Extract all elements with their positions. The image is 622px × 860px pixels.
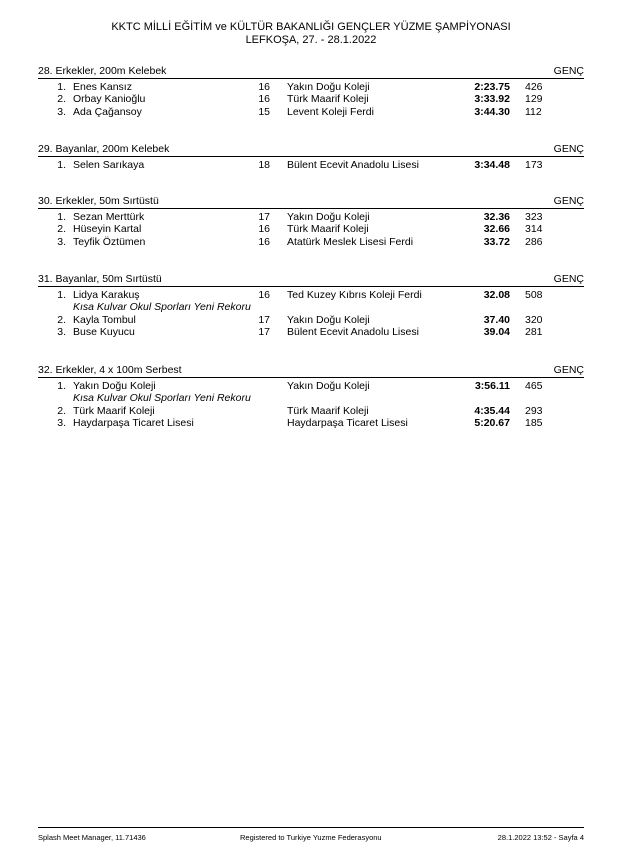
club-name: Yakın Doğu Koleji — [287, 313, 370, 326]
footer-registration: Registered to Turkiye Yuzme Federasyonu — [240, 833, 382, 842]
result-points: 173 — [525, 159, 543, 171]
event-title: 28. Erkekler, 200m Kelebek — [38, 65, 167, 77]
result-time: 32.66 — [483, 223, 510, 236]
club-name: Bülent Ecevit Anadolu Lisesi — [287, 159, 419, 171]
result-points: 286 — [525, 235, 543, 248]
result-time: 37.40 — [483, 313, 510, 326]
record-note: Kısa Kulvar Okul Sporları Yeni Rekoru — [73, 301, 251, 314]
swimmer-age: 15 — [258, 105, 270, 118]
event-header — [38, 195, 584, 209]
club-name: Atatürk Meslek Lisesi Ferdi — [287, 235, 414, 248]
result-time: 2:23.75 — [474, 81, 510, 93]
swimmer-age: 16 — [258, 223, 270, 236]
result-points: 185 — [525, 416, 543, 429]
event-title: 30. Erkekler, 50m Sırtüstü — [38, 195, 159, 207]
team-name: Türk Maarif Koleji — [73, 404, 155, 417]
event-header — [38, 364, 584, 378]
swimmer-age: 17 — [258, 325, 270, 338]
result-rank: 3. — [57, 325, 66, 338]
result-time: 3:33.92 — [474, 93, 510, 106]
result-points: 508 — [525, 289, 543, 301]
footer-date-page: 28.1.2022 13:52 - Sayfa 4 — [497, 833, 584, 842]
swimmer-name: Kayla Tombul — [73, 313, 136, 326]
result-row — [38, 223, 584, 235]
result-time: 39.04 — [483, 325, 510, 338]
result-row — [38, 380, 584, 392]
swimmer-name: Teyfik Öztümen — [73, 235, 146, 248]
result-row — [38, 211, 584, 223]
result-time: 32.36 — [483, 211, 510, 223]
event-category: GENÇ — [553, 364, 584, 376]
swimmer-age: 16 — [258, 289, 270, 301]
result-row — [38, 405, 584, 417]
event-28 — [38, 65, 584, 118]
club-name: Bülent Ecevit Anadolu Lisesi — [287, 325, 419, 338]
result-points: 314 — [525, 223, 543, 236]
result-rank: 1. — [57, 211, 66, 223]
result-row — [38, 93, 584, 105]
swimmer-name: Selen Sarıkaya — [73, 159, 145, 171]
club-name: Levent Koleji Ferdi — [287, 105, 374, 118]
result-points: 426 — [525, 81, 543, 93]
club-name: Haydarpaşa Ticaret Lisesi — [287, 416, 408, 429]
result-row — [38, 236, 584, 248]
club-name: Ted Kuzey Kıbrıs Koleji Ferdi — [287, 289, 422, 301]
result-time: 3:44.30 — [474, 105, 510, 118]
result-time: 4:35.44 — [474, 404, 510, 417]
event-category: GENÇ — [553, 273, 584, 285]
result-row — [38, 326, 584, 338]
result-rank: 2. — [57, 223, 66, 236]
event-category: GENÇ — [553, 65, 584, 77]
result-time: 32.08 — [483, 289, 510, 301]
footer-software: Splash Meet Manager, 11.71436 — [38, 833, 146, 842]
event-title: 31. Bayanlar, 50m Sırtüstü — [38, 273, 162, 285]
championship-location-date: LEFKOŞA, 27. - 28.1.2022 — [245, 33, 377, 46]
result-rank: 1. — [57, 289, 66, 301]
event-category: GENÇ — [553, 195, 584, 207]
result-points: 323 — [525, 211, 543, 223]
championship-title: KKTC MİLLİ EĞİTİM ve KÜLTÜR BAKANLIĞI GENÇLER YÜZME ŞAMPİYONASI — [111, 21, 511, 33]
result-points: 129 — [525, 93, 543, 106]
result-time: 3:56.11 — [474, 380, 510, 392]
result-rank: 3. — [57, 416, 66, 429]
result-rank: 2. — [57, 313, 66, 326]
club-name: Türk Maarif Koleji — [287, 404, 369, 417]
team-name: Haydarpaşa Ticaret Lisesi — [73, 416, 194, 429]
swimmer-age: 16 — [258, 81, 270, 93]
result-rank: 3. — [57, 105, 66, 118]
result-time: 3:34.48 — [474, 159, 510, 171]
result-row — [38, 81, 584, 93]
page-footer — [38, 827, 584, 842]
event-header — [38, 143, 584, 157]
swimmer-name: Sezan Merttürk — [73, 211, 145, 223]
event-29 — [38, 143, 584, 171]
swimmer-name: Orbay Kanioğlu — [73, 93, 146, 106]
result-rank: 2. — [57, 93, 66, 106]
swimmer-age: 17 — [258, 211, 270, 223]
event-title: 29. Bayanlar, 200m Kelebek — [38, 143, 170, 155]
swimmer-name: Enes Kansız — [73, 81, 132, 93]
record-note: Kısa Kulvar Okul Sporları Yeni Rekoru — [73, 392, 251, 405]
result-time: 5:20.67 — [474, 416, 510, 429]
result-points: 281 — [525, 325, 543, 338]
swimmer-age: 18 — [258, 159, 270, 171]
result-rank: 1. — [57, 380, 66, 392]
event-title: 32. Erkekler, 4 x 100m Serbest — [38, 364, 182, 376]
result-points: 112 — [525, 105, 542, 118]
swimmer-age: 16 — [258, 235, 270, 248]
swimmer-age: 16 — [258, 93, 270, 106]
event-30 — [38, 195, 584, 248]
club-name: Yakın Doğu Koleji — [287, 380, 370, 392]
club-name: Türk Maarif Koleji — [287, 93, 369, 106]
club-name: Yakın Doğu Koleji — [287, 211, 370, 223]
result-points: 465 — [525, 380, 543, 392]
event-header — [38, 65, 584, 79]
document-header — [0, 21, 622, 46]
result-points: 320 — [525, 313, 543, 326]
swimmer-age: 17 — [258, 313, 270, 326]
result-rank: 1. — [57, 81, 66, 93]
swimmer-name: Hüseyin Kartal — [73, 223, 142, 236]
club-name: Yakın Doğu Koleji — [287, 81, 370, 93]
event-category: GENÇ — [553, 143, 584, 155]
event-header — [38, 273, 584, 287]
event-32 — [38, 364, 584, 429]
event-31 — [38, 273, 584, 338]
team-name: Yakın Doğu Koleji — [73, 380, 156, 392]
result-rank: 1. — [57, 159, 66, 171]
result-rank: 2. — [57, 404, 66, 417]
swimmer-name: Lidya Karakuş — [73, 289, 140, 301]
result-row — [38, 314, 584, 326]
result-rank: 3. — [57, 235, 66, 248]
result-row — [38, 289, 584, 301]
result-row — [38, 106, 584, 118]
swimmer-name: Ada Çağansoy — [73, 105, 142, 118]
swimmer-name: Buse Kuyucu — [73, 325, 135, 338]
result-time: 33.72 — [483, 235, 510, 248]
result-points: 293 — [525, 404, 543, 417]
result-row — [38, 159, 584, 171]
result-row — [38, 417, 584, 429]
club-name: Türk Maarif Koleji — [287, 223, 369, 236]
